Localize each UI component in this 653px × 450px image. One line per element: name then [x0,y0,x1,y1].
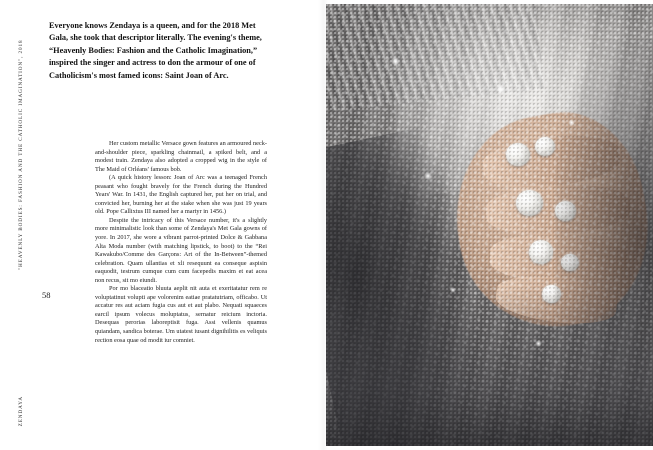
photo-shadow-bottom [326,287,653,446]
photo-glint [424,172,432,180]
body-paragraph: Despite the intricacy of this Versace number, it's a slightly more minimalistic look than some of Zendaya's Met Gala gowns of yore. In 2017, she wore a vibrant parrot-printed Dolce & Gabbana Alta Moda number (with matching lipstick, to boot) to the “Rei Kawakubo/Comme des Garçons: Art of the In-Between”-themed celebration. Quam ullantias et xli resequunt ea conseque aspisin eaquodit, testrum cumque cum cum facepedis maxim et eat acea non recus, sit mo eiundi. [95,216,267,284]
body-text-column [95,140,267,345]
body-paragraph: Her custom metallic Versace gown features an armoured neck-and-shoulder piece, sparkling chainmail, a spiked belt, and a modest train. Zendaya also adopted a cropped wig in the style of The Maid of Orléans' famous bob. [95,140,267,173]
photo-glint [568,119,575,126]
running-footer-vertical: ZENDAYA [18,395,24,426]
body-paragraph: (A quick history lesson: Joan of Arc was a teenaged French peasant who fought bravely for the French during the Hundred Years' War. In 1431, the English captured her, put her on trial, and convicted her, burning her at the stake when she was just 19 years old. Pope Callixtus III named her a martyr in 1456.) [95,174,267,216]
running-head-vertical: "HEAVENLY BODIES: FASHION AND THE CATHOLIC IMAGINATION", 2018 [18,39,24,270]
zendaya-met-gala-photograph [326,4,653,446]
body-paragraph: Por mo blaceatio bluuta aeplit nit auta et exeritatatur rem re voluptatinut volupti ape volorenim eatiae pratatutriam, officabo. Ut accatur res aut aciam fugia cus aut et aut plabo. Nequati squaeces earcil ipsum volecus moluptatus, sernatur reicium inctoria. Desequas perorias laboreptisit fuga. Assi vellenis quamus quiandam, sandica boterae. Um utatest iusant dignihilitis es veliquis rection eosa quae od modit iur comniet. [95,285,267,344]
right-page [326,0,653,450]
photo-glint [496,84,506,94]
standfirst-intro-text: Everyone knows Zendaya is a queen, and for the 2018 Met Gala, she took that descriptor literally. The evening's theme, “Heavenly Bodies: Fashion and the Catholic Imagination,” inspired the singer and actress to don the armour of one of Catholicism's most famed icons: Saint Joan of Arc. [49,21,262,80]
page-number: 58 [42,290,51,300]
left-page [0,0,326,450]
